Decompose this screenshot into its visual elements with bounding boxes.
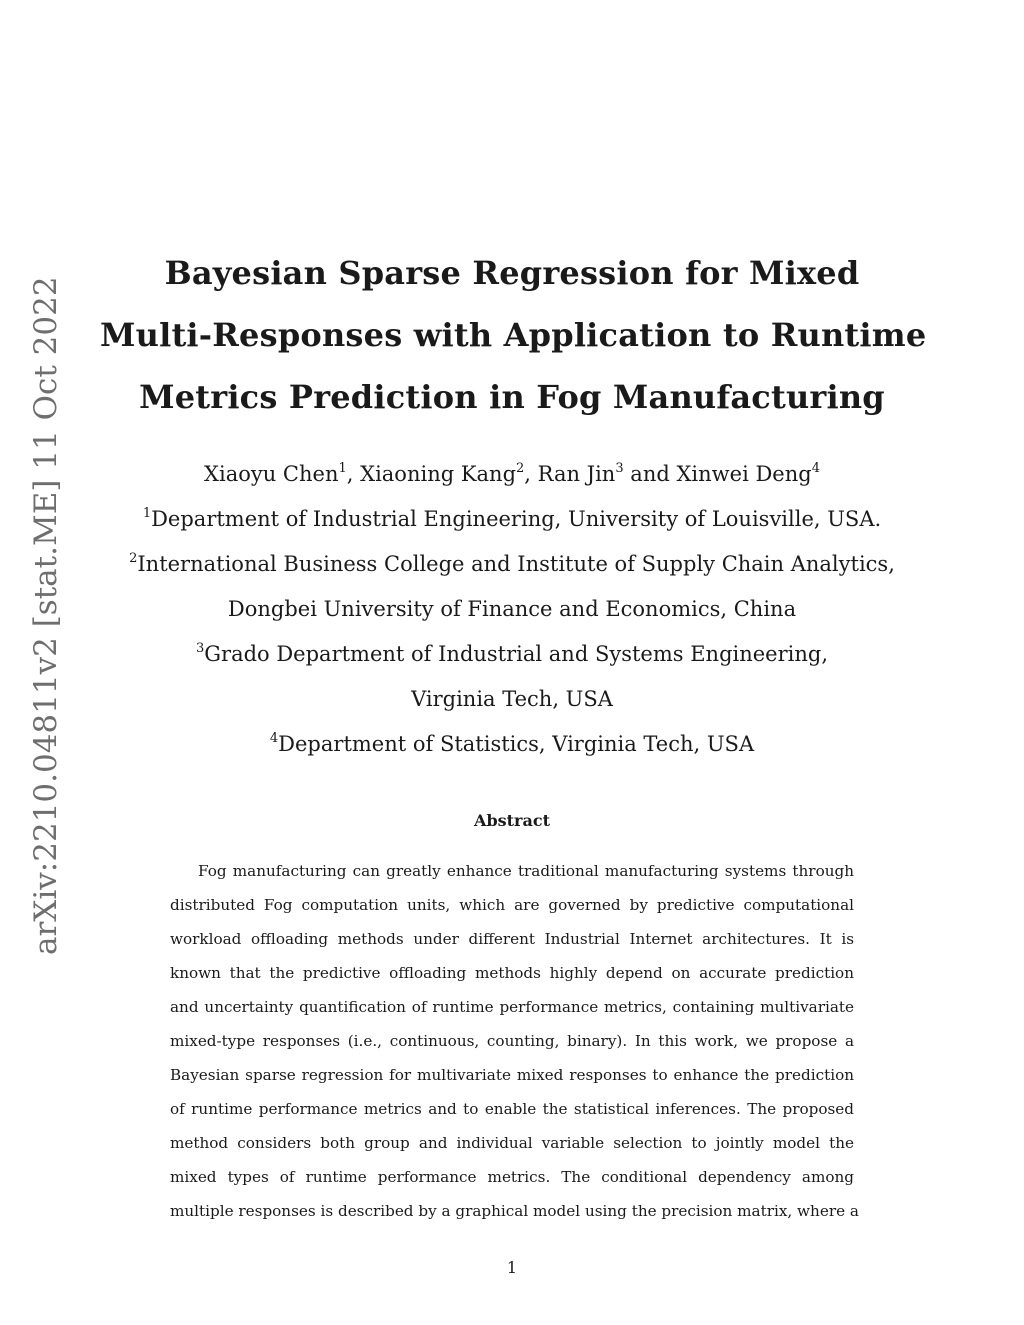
affiliation-text: Grado Department of Industrial and Systems Engineering, <box>204 642 829 666</box>
affiliation-line <box>100 587 924 632</box>
affiliation-line <box>100 677 924 722</box>
title-line: Metrics Prediction in Fog Manufacturing <box>139 378 885 416</box>
authors-block <box>100 452 924 767</box>
affiliation-marker: 1 <box>142 506 152 521</box>
author-list <box>100 452 924 497</box>
author-name: Xinwei Deng <box>676 462 812 486</box>
author-affiliation-marker: 2 <box>516 461 525 476</box>
author-affiliation-marker: 1 <box>338 461 347 476</box>
affiliation-marker: 2 <box>129 551 138 566</box>
author-separator: , <box>346 462 361 486</box>
affiliation-marker: 4 <box>269 731 279 746</box>
author-name: Xiaoyu Chen <box>204 462 339 486</box>
author-name: Ran Jin <box>537 462 616 486</box>
title-line: Multi-Responses with Application to Runtime <box>100 316 927 354</box>
abstract-line: workload offloading methods under different Industrial Internet architectures. It is <box>170 930 854 948</box>
author-affiliation-marker: 4 <box>811 461 820 476</box>
author-separator: and <box>623 462 677 486</box>
abstract-line: known that the predictive offloading methods highly depend on accurate prediction <box>170 964 854 982</box>
affiliation-marker: 3 <box>195 641 205 656</box>
paper-title <box>100 242 927 428</box>
affiliation-text: International Business College and Institute of Supply Chain Analytics, <box>137 552 895 576</box>
abstract-body <box>170 854 859 1228</box>
arxiv-identifier-stamp: arXiv:2210.04811v2 [stat.ME] 11 Oct 2022 <box>28 276 64 955</box>
affiliation-text: Dongbei University of Finance and Economics, China <box>227 597 797 621</box>
affiliation-line <box>100 632 924 677</box>
abstract-line: method considers both group and individual variable selection to jointly model the <box>170 1134 854 1152</box>
affiliation-text: Department of Industrial Engineering, University of Louisville, USA. <box>151 507 882 531</box>
abstract-heading: Abstract <box>474 811 550 830</box>
affiliation-text: Virginia Tech, USA <box>411 687 613 711</box>
abstract-line: Bayesian sparse regression for multivariate mixed responses to enhance the prediction <box>170 1066 854 1084</box>
abstract-line: multiple responses is described by a graphical model using the precision matrix, where a <box>170 1202 859 1220</box>
author-separator: , <box>524 462 538 486</box>
author-name: Xiaoning Kang <box>360 462 517 486</box>
abstract-line: mixed types of runtime performance metrics. The conditional dependency among <box>170 1168 854 1186</box>
affiliation-line <box>100 722 924 767</box>
abstract-line: mixed-type responses (i.e., continuous, counting, binary). In this work, we propose a <box>170 1032 854 1050</box>
title-line: Bayesian Sparse Regression for Mixed <box>164 254 860 292</box>
abstract-line: distributed Fog computation units, which are governed by predictive computational <box>170 896 854 914</box>
affiliation-text: Department of Statistics, Virginia Tech, USA <box>278 732 755 756</box>
affiliation-line <box>100 542 924 587</box>
abstract-line: and uncertainty quantification of runtime performance metrics, containing multivariate <box>170 998 854 1016</box>
page-number: 1 <box>506 1258 518 1277</box>
abstract-line: Fog manufacturing can greatly enhance traditional manufacturing systems through <box>198 862 854 880</box>
abstract-line: of runtime performance metrics and to enable the statistical inferences. The proposed <box>170 1100 854 1118</box>
affiliation-line <box>100 497 924 542</box>
author-affiliation-marker: 3 <box>615 461 624 476</box>
